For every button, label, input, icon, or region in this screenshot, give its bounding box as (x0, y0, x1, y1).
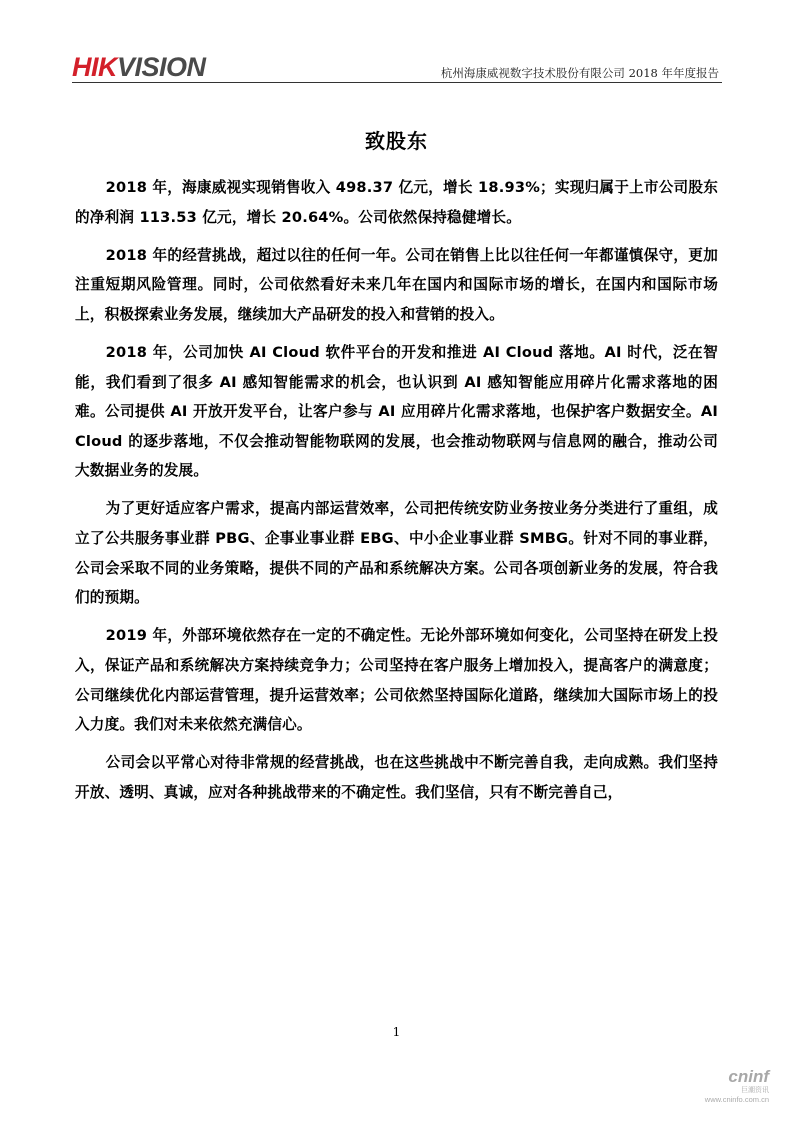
paragraph: 2018 年，海康威视实现销售收入 498.37 亿元，增长 18.93%；实现归属于上市公司股东的净利润 113.53 亿元，增长 20.64%。公司依然保持稳健增长。 (75, 179, 718, 226)
page-header (72, 52, 721, 82)
logo-hik-text: HIK (72, 52, 117, 82)
header-divider (72, 82, 722, 83)
cninfo-url: www.cninfo.com.cn (704, 1095, 769, 1104)
letter-body (75, 173, 718, 816)
report-title: 杭州海康威视数字技术股份有限公司 2018 年年度报告 (440, 66, 719, 80)
paragraph: 公司会以平常心对待非常规的经营挑战，也在这些挑战中不断完善自我，走向成熟。我们坚持开放、透明、真诚，应对各种挑战带来的不确定性。我们坚信，只有不断完善自己， (75, 754, 718, 801)
hikvision-logo (72, 52, 206, 82)
paragraph: 2018 年，公司加快 AI Cloud 软件平台的开发和推进 AI Cloud 落地。AI 时代，泛在智能，我们看到了很多 AI 感知智能需求的机会，也认识到 AI 感知智能应用碎片化需求落地的困难。公司提供 AI 开放开发平台，让客户参与 AI 应用碎片化需求落地，也保护客户数据安全。AI Cloud 的逐步落地，不仅会推动智能物联网的发展，也会推动物联网与信息网的融合，推动公司大数据业务的发展。 (75, 343, 718, 480)
paragraph: 为了更好适应客户需求，提高内部运营效率，公司把传统安防业务按业务分类进行了重组，成立了公共服务事业群 PBG、企事业事业群 EBG、中小企业事业群 SMBG。针对不同的事业群，公司会采取不同的业务策略，提供不同的产品和系统解决方案。公司各项创新业务的发展，符合我们的预期。 (75, 500, 718, 607)
cninfo-cn-name: 巨潮资讯 (741, 1086, 769, 1094)
logo-vision-text: VISION (117, 52, 206, 82)
cninfo-logo: cninf (728, 1067, 769, 1086)
cninfo-watermark (689, 1068, 769, 1104)
paragraph: 2019 年，外部环境依然存在一定的不确定性。无论外部环境如何变化，公司坚持在研发上投入，保证产品和系统解决方案持续竞争力；公司坚持在客户服务上增加投入，提高客户的满意度；公司继续优化内部运营管理，提升运营效率；公司依然坚持国际化道路，继续加大国际市场上的投入力度。我们对未来依然充满信心。 (75, 627, 718, 734)
page-number: 1 (392, 1025, 401, 1039)
paragraph: 2018 年的经营挑战，超过以往的任何一年。公司在销售上比以往任何一年都谨慎保守，更加注重短期风险管理。同时，公司依然看好未来几年在国内和国际市场的增长，在国内和国际市场上，积极探索业务发展，继续加大产品研发的投入和营销的投入。 (75, 246, 718, 323)
page-title: 致股东 (365, 129, 428, 153)
